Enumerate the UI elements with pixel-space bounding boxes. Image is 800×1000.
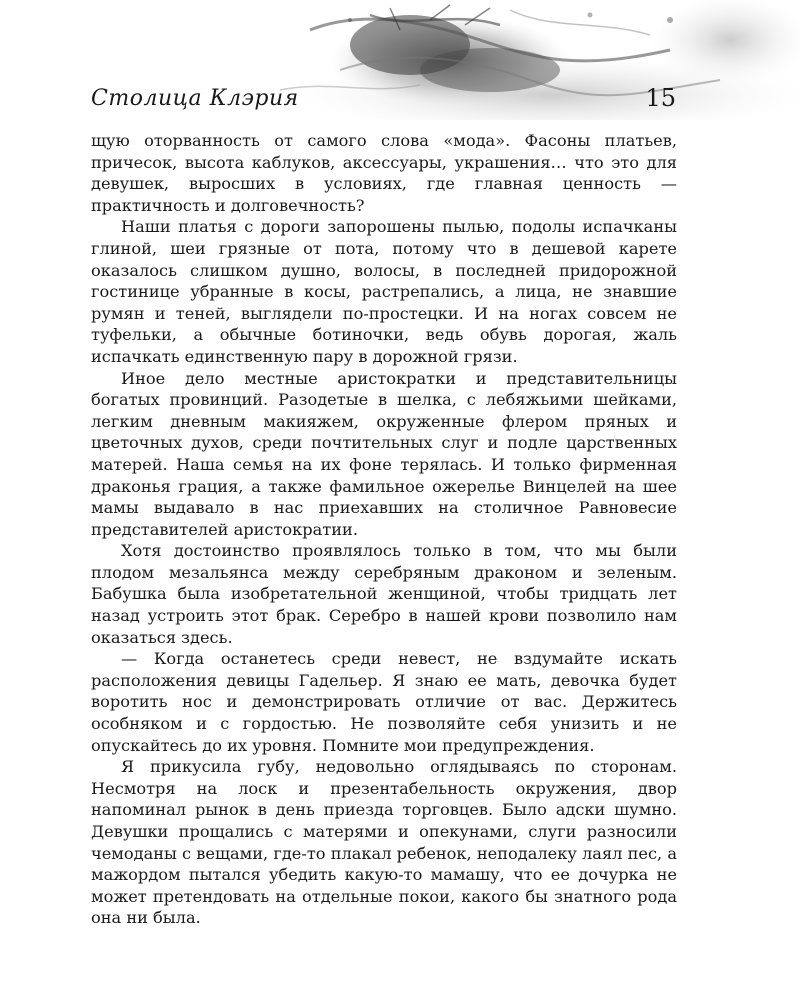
paragraph: щую оторванность от самого слова «мода». Фасоны платьев, причесок, высота каблуков, аксессуары, украшения… что это для девушек, выросших в условиях, где главная ценность — практичность и долговечность? — [91, 131, 677, 215]
page-number: 15 — [645, 84, 676, 112]
body-text — [91, 130, 677, 929]
paragraph: Хотя достоинство проявлялось только в том, что мы были плодом мезальянса между серебряным драконом и зеленым. Бабушка была изобретательной женщиной, чтобы тридцать лет назад устроить этот брак. Серебро в нашей крови позволило нам оказаться здесь. — [91, 541, 677, 647]
paragraph: Я прикусила губу, недовольно оглядываясь по сторонам. Несмотря на лоск и презентабельность окружения, двор напоминал рынок в день приезда торговцев. Было адски шумно. Девушки прощались с матерями и опекунами, слуги разносили чемоданы с вещами, где-то плакал ребенок, неподалеку лаял пес, а мажордом пытался убедить какую-то мамашу, что ее дочурка не может претендовать на отдельные покои, какого бы знатного рода она ни была. — [91, 757, 677, 928]
ink-splash-decoration — [250, 0, 800, 120]
paragraph: — Когда останетесь среди невест, не вздумайте искать расположения девицы Гадельер. Я знаю ее мать, девочка будет воротить нос и демонстрировать отличие от вас. Держитесь особняком и с гордостью. Не позволяйте себя унизить и не опускайтесь до их уровня. Помните мои предупреждения. — [91, 649, 677, 755]
running-head-title: Столица Клэрия — [91, 86, 299, 111]
paragraph: Наши платья с дороги запорошены пылью, подолы испачканы глиной, шеи грязные от пота, потому что в дешевой карете оказалось слишком душно, волосы, в последней придорожной гостинице убранные в косы, растрепались, а лица, не знавшие румян и теней, выглядели по-простецки. И на ногах совсем не туфельки, а обычные ботиночки, ведь обувь дорогая, жаль испачкать единственную пару в дорожной грязи. — [91, 217, 677, 366]
paragraph: Иное дело местные аристократки и представительницы богатых провинций. Разодетые в шелка, с лебяжьими шейками, легким дневным макияжем, окруженные флером пряных и цветочных духов, среди почтительных слуг и подле царственных матерей. Наша семья на их фоне терялась. И только фирменная драконья грация, а также фамильное ожерелье Винцелей на шее мамы выдавало в нас приехавших на столичное Равновесие представителей аристократии. — [91, 368, 677, 539]
